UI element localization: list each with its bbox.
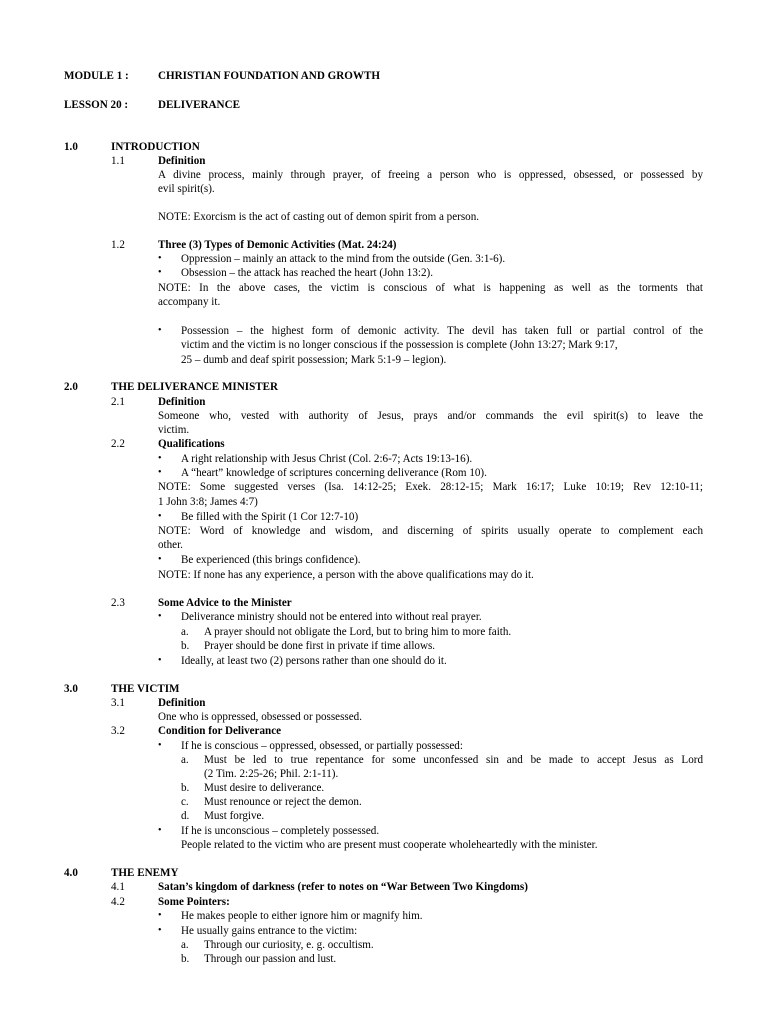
bullet-icon: • (158, 267, 162, 278)
note-text: NOTE: If none has any experience, a person with the above qualifications may do it. (158, 569, 534, 581)
subsection-1-1-number: 1.1 (111, 155, 125, 167)
bullet-icon: • (158, 511, 162, 522)
bullet-text: A right relationship with Jesus Christ (Col. 2:6-7; Acts 19:13-16). (181, 453, 473, 465)
bullet-text: If he is conscious – oppressed, obsessed, or partially possessed: (181, 740, 463, 752)
bullet-text: Possession – the highest form of demonic activity. The devil has taken full or partial control of the (181, 325, 703, 337)
bullet-text: He makes people to either ignore him or magnify him. (181, 910, 423, 922)
bullet-text: A “heart” knowledge of scriptures concerning deliverance (Rom 10). (181, 467, 487, 479)
note-text: accompany it. (158, 296, 221, 308)
section-2-heading: THE DELIVERANCE MINISTER (111, 381, 279, 393)
bullet-icon: • (158, 453, 162, 464)
list-letter: d. (181, 810, 190, 822)
list-letter: a. (181, 754, 189, 766)
bullet-text: Be experienced (this brings confidence). (181, 554, 361, 566)
list-letter: b. (181, 782, 190, 794)
bullet-text: Oppression – mainly an attack to the mind from the outside (Gen. 3:1-6). (181, 253, 506, 265)
section-1-heading: INTRODUCTION (111, 141, 200, 153)
subsection-3-2-number: 3.2 (111, 725, 125, 737)
subsection-1-2-heading: Three (3) Types of Demonic Activities (Mat. 24:24) (158, 239, 397, 251)
sub-item-text: Must be led to true repentance for some unconfessed sin and be made to accept Jesus as Lord (204, 754, 703, 766)
section-2-number: 2.0 (64, 381, 78, 393)
sub-item-text: Must renounce or reject the demon. (204, 796, 362, 808)
list-letter: a. (181, 626, 189, 638)
bullet-text: If he is unconscious – completely possessed. (181, 825, 380, 837)
sub-item-text: Must forgive. (204, 810, 265, 822)
section-3-heading: THE VICTIM (111, 683, 180, 695)
list-letter: b. (181, 640, 190, 652)
bullet-icon: • (158, 910, 162, 921)
section-3-number: 3.0 (64, 683, 78, 695)
subsection-3-1-number: 3.1 (111, 697, 125, 709)
bullet-icon: • (158, 655, 162, 666)
paragraph-line: victim. (158, 424, 190, 436)
note-text: NOTE: Some suggested verses (Isa. 14:12-25; Exek. 28:12-15; Mark 16:17; Luke 10:19; Rev 12:10-11; (158, 481, 703, 493)
lesson-title: DELIVERANCE (158, 99, 240, 111)
sub-item-text: A prayer should not obligate the Lord, but to bring him to more faith. (204, 626, 512, 638)
subsection-3-1-heading: Definition (158, 697, 206, 709)
note-text: NOTE: Word of knowledge and wisdom, and discerning of spirits usually operate to complement each (158, 525, 703, 537)
sub-item-text: Through our curiosity, e. g. occultism. (204, 939, 374, 951)
subsection-3-2-heading: Condition for Deliverance (158, 725, 282, 737)
bullet-text: victim and the victim is no longer conscious if the possession is complete (John 13:27; Mark 9:17, (181, 339, 618, 351)
note-text: other. (158, 539, 183, 551)
bullet-text: Ideally, at least two (2) persons rather than one should do it. (181, 655, 447, 667)
bullet-icon: • (158, 554, 162, 565)
note-text: NOTE: In the above cases, the victim is conscious of what is happening as well as the torments that (158, 282, 703, 294)
sub-item-text: Through our passion and lust. (204, 953, 337, 965)
subsection-2-1-heading: Definition (158, 396, 206, 408)
bullet-icon: • (158, 467, 162, 478)
section-4-heading: THE ENEMY (111, 867, 179, 879)
bullet-text: Be filled with the Spirit (1 Cor 12:7-10) (181, 511, 359, 523)
bullet-icon: • (158, 253, 162, 264)
bullet-icon: • (158, 740, 162, 751)
module-title: CHRISTIAN FOUNDATION AND GROWTH (158, 70, 380, 82)
subsection-2-1-number: 2.1 (111, 396, 125, 408)
bullet-text: 25 – dumb and deaf spirit possession; Mark 5:1-9 – legion). (181, 354, 447, 366)
paragraph-line: A divine process, mainly through prayer, of freeing a person who is oppressed, obsessed, or possessed by (158, 169, 703, 181)
subsection-2-3-number: 2.3 (111, 597, 125, 609)
bullet-icon: • (158, 825, 162, 836)
lesson-label: LESSON 20 : (64, 99, 129, 111)
sub-item-text: Prayer should be done first in private if time allows. (204, 640, 436, 652)
bullet-icon: • (158, 611, 162, 622)
bullet-text: He usually gains entrance to the victim: (181, 925, 358, 937)
subsection-1-1-heading: Definition (158, 155, 206, 167)
list-letter: c. (181, 796, 189, 808)
bullet-icon: • (158, 325, 162, 336)
bullet-icon: • (158, 925, 162, 936)
subsection-4-1-number: 4.1 (111, 881, 125, 893)
section-4-number: 4.0 (64, 867, 78, 879)
bullet-text: Obsession – the attack has reached the heart (John 13:2). (181, 267, 433, 279)
module-label: MODULE 1 : (64, 70, 129, 82)
paragraph-line: One who is oppressed, obsessed or possessed. (158, 711, 362, 723)
note-text: 1 John 3:8; James 4:7) (158, 496, 258, 508)
list-letter: b. (181, 953, 190, 965)
subsection-2-2-heading: Qualifications (158, 438, 225, 450)
sub-item-text: Must desire to deliverance. (204, 782, 325, 794)
bullet-text: Deliverance ministry should not be entered into without real prayer. (181, 611, 482, 623)
subsection-4-1-heading: Satan’s kingdom of darkness (refer to notes on “War Between Two Kingdoms) (158, 881, 528, 893)
note-text: NOTE: Exorcism is the act of casting out of demon spirit from a person. (158, 211, 480, 223)
paragraph-line: Someone who, vested with authority of Jesus, prays and/or commands the evil spirit(s) to leave the (158, 410, 703, 422)
subsection-1-2-number: 1.2 (111, 239, 125, 251)
list-letter: a. (181, 939, 189, 951)
subsection-4-2-number: 4.2 (111, 896, 125, 908)
subsection-2-3-heading: Some Advice to the Minister (158, 597, 292, 609)
bullet-text: People related to the victim who are present must cooperate wholeheartedly with the minister. (181, 839, 598, 851)
subsection-2-2-number: 2.2 (111, 438, 125, 450)
paragraph-line: evil spirit(s). (158, 183, 215, 195)
subsection-4-2-heading: Some Pointers: (158, 896, 230, 908)
section-1-number: 1.0 (64, 141, 78, 153)
sub-item-text: (2 Tim. 2:25-26; Phil. 2:1-11). (204, 768, 339, 780)
